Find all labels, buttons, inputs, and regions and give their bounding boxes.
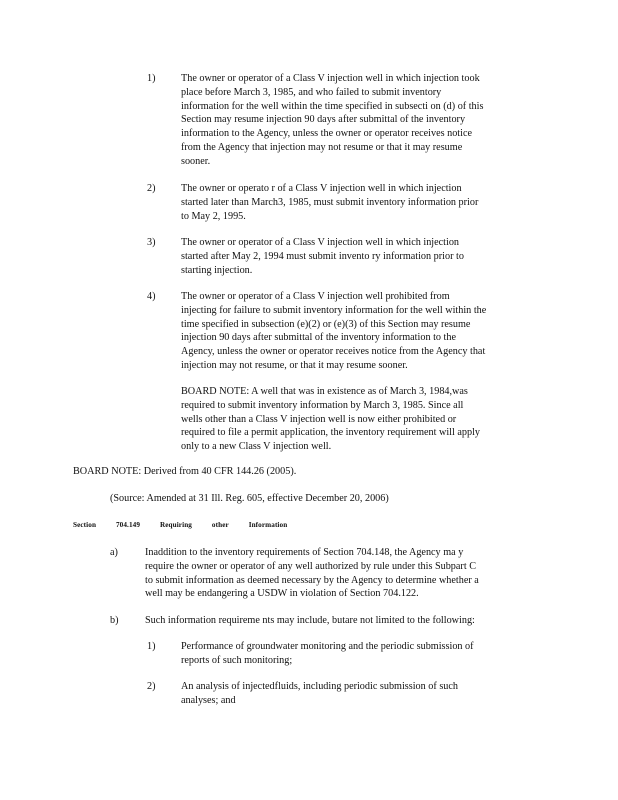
sub-item-a-number: a) [110, 547, 118, 558]
source-note: (Source: Amended at 31 Ill. Reg. 605, effective December 20, 2006) [110, 493, 389, 504]
section-number: 704.149 [115, 521, 141, 529]
inner-board-note: BOARD NOTE: A well that was in existence as of March 3, 1984,was required to submit inventory information by March 3, 1985. Since all wells other than a Class V injection well is now either prohibited or required to file a permit application, the inventory requirement will apply only to a new Class V injection well. [181, 386, 481, 453]
section-title-word-3: Information [248, 521, 288, 529]
item-4-number: 4) [147, 291, 156, 302]
sub-item-a-text: Inaddition to the inventory requirements of Section 704.148, the Agency ma y require the owner or operator of any well authorized by rule under this Subpart C to submit information as deemed necessary by the Agency to determine whether a well may be endangering a USDW in violation of Section 704.122. [145, 547, 479, 600]
section-label: Section [73, 521, 97, 529]
item-2-number: 2) [147, 183, 156, 194]
section-heading [73, 521, 305, 529]
sub-item-b-number: b) [110, 615, 119, 626]
section-title-word-1: Requiring [159, 521, 192, 529]
item-4-text: The owner or operator of a Class V injection well prohibited from injecting for failure to submit inventory information for the well within the time specified in subsection (e)(2) or (e)(3) of this Section may resume injection 90 days after submittal of the inventory information to the Agency, unless the owner or operator receives notice from the Agency that injection may not resume, or that it may resume sooner. [181, 291, 487, 371]
item-1-number: 1) [147, 73, 156, 84]
bottom-item-2-text: An analysis of injectedfluids, including periodic submission of such analyses; and [181, 681, 459, 706]
item-3-number: 3) [147, 237, 156, 248]
bottom-item-1-number: 1) [147, 641, 156, 652]
item-1-text: The owner or operator of a Class V injection well in which injection took place before March 3, 1985, and who failed to submit inventory information for the well within the time specified in subsecti on (d) of this Section may resume injection 90 days after submittal of the inventory information to the Agency, unless the owner or operator receives notice from the Agency that injection may not resume or that it may resume sooner. [181, 73, 484, 167]
item-2-text: The owner or operato r of a Class V injection well in which injection started later than March3, 1985, must submit inventory information prior to May 2, 1995. [181, 183, 479, 222]
board-note: BOARD NOTE: Derived from 40 CFR 144.26 (2005). [73, 466, 297, 477]
bottom-item-2-number: 2) [147, 681, 156, 692]
section-title-word-2: other [211, 521, 229, 529]
bottom-item-1-text: Performance of groundwater monitoring and the periodic submission of reports of such monitoring; [181, 641, 474, 666]
sub-item-b-text: Such information requireme nts may include, butare not limited to the following: [145, 615, 475, 626]
item-3-text: The owner or operator of a Class V injection well in which injection started after May 2, 1994 must submit invento ry information prior to starting injection. [181, 237, 464, 276]
